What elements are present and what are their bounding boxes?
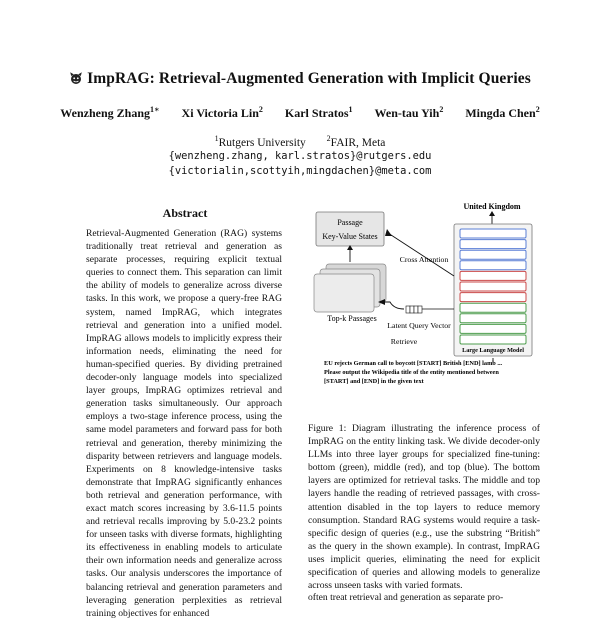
author-name: Wenzheng Zhang <box>60 106 150 120</box>
author-name: Xi Victoria Lin <box>181 106 259 120</box>
author-name: Mingda Chen <box>465 106 536 120</box>
imp-logo-icon <box>69 71 83 85</box>
llm-label: Large Language Model <box>462 347 524 354</box>
affiliations <box>0 134 600 149</box>
figure-caption: Figure 1: Diagram illustrating the inference process of ImpRAG on the entity linking task. We divide decoder-only LLMs into three layer groups for specialized fine-tuning: bottom (green), middle (red), and top (blue). The bottom layers are optimized for retrieval tasks. The middle and top layers handle the reading of retrieved passages, with cross-attention disabled in the top layers to reduce memory consumption. Standard RAG systems would require a task-specific design of queries (e.g., use the substring “British” as the query in the shown example). In contrast, ImpRAG uses implicit queries, eliminating the need for explicit specification of queries and allowing models to generalize across unseen tasks with varied formats. <box>308 423 540 592</box>
llm-layer <box>460 250 526 259</box>
abstract-text: Retrieval-Augmented Generation (RAG) systems traditionally treat retrieval and generation as separate processes, requiring explicit textual queries to connect them. This separation can limit the ability of models to generalize across diverse tasks. In this work, we propose a query-free RAG system, named ImpRAG, which integrates retrieval and generation into a unified model. ImpRAG allows models to implicitly express their information needs, eliminating the need for human-specified queries. By dividing pretrained decoder-only language models into specialized layer groups, ImpRAG optimizes retrieval and generation tasks simultaneously. Our approach employs a two-stage inference process, using the same model parameters and forward pass for both retrieval and generation, thereby minimizing the disparity between retrievers and language models. Experiments on 8 knowledge-intensive tasks demonstrate that ImpRAG significantly enhances both retrieval and generation performance, with exact match scores increasing by 3.6-11.5 points and retrieval recalls improving by 5.0-23.2 points for unseen tasks with diverse formats, highlighting its effectiveness in enabling models to articulate their own information needs and generalize across tasks. Our analysis underscores the importance of balancing retrieval and generation parameters and leveraging generation perplexities as retrieval training objectives for enhanced <box>86 228 282 619</box>
llm-layer <box>460 324 526 333</box>
llm-layer <box>460 271 526 280</box>
affiliation <box>327 134 386 149</box>
latent-label: Latent Query Vector <box>387 321 451 330</box>
figure-1-diagram <box>312 198 542 388</box>
arrow-to-output-head <box>489 211 495 216</box>
author-list <box>0 104 600 121</box>
cross-attention-label: Cross Attention <box>399 255 449 264</box>
affiliation-name: Rutgers University <box>218 136 306 149</box>
cross-attention-arrow-head <box>385 229 392 236</box>
author-sup: 2 <box>535 105 540 114</box>
llm-layer <box>460 282 526 291</box>
author-name: Karl Stratos <box>284 106 349 120</box>
llm-layer <box>460 293 526 302</box>
author <box>285 105 353 121</box>
affiliation-sup: 1 <box>214 134 219 143</box>
author <box>465 105 539 121</box>
latent-query-vector-icon <box>406 306 422 313</box>
kv-label-line1: Passage <box>337 218 363 227</box>
input-line-2: Please output the Wikipedia title of the entity mentioned between <box>324 369 499 376</box>
email-line: {wenzheng.zhang, karl.stratos}@rutgers.edu <box>168 150 432 162</box>
llm-layer <box>460 314 526 323</box>
author-name: Wen-tau Yih <box>374 106 440 120</box>
retrieve-label: Retrieve <box>390 337 418 346</box>
output-label: United Kingdom <box>463 202 521 211</box>
llm-layer <box>460 261 526 270</box>
passage-card <box>314 274 374 312</box>
llm-layer <box>460 229 526 238</box>
llm-layer-stack <box>460 229 526 344</box>
llm-layer <box>460 335 526 344</box>
paper-title <box>0 70 600 88</box>
author-sup: 2 <box>258 105 263 114</box>
abstract-heading: Abstract <box>162 206 208 220</box>
kv-label-line2: Key-Value States <box>322 232 378 241</box>
author-sup: 2 <box>439 105 444 114</box>
llm-layer <box>460 303 526 312</box>
input-line-1: EU rejects German call to boycott [START] British [END] lamb ... <box>324 360 503 367</box>
affiliation-sup: 2 <box>326 134 331 143</box>
retrieve-arrow <box>384 302 404 309</box>
author <box>60 104 159 121</box>
author <box>375 105 444 121</box>
llm-layer <box>460 240 526 249</box>
body-text-start: often treat retrieval and generation as separate pro- <box>308 592 504 603</box>
author-sup: 1∗ <box>150 105 160 114</box>
topk-label: Top-k Passages <box>327 314 377 323</box>
email-line: {victorialin,scottyih,mingdachen}@meta.com <box>168 165 432 177</box>
author <box>182 105 263 121</box>
paper-title-text: ImpRAG: Retrieval-Augmented Generation with Implicit Queries <box>87 70 531 87</box>
affiliation <box>215 134 306 149</box>
author-sup: 1 <box>348 105 353 114</box>
affiliation-name: FAIR, Meta <box>330 136 386 149</box>
input-line-3: [START] and [END] in the given text <box>324 378 424 385</box>
